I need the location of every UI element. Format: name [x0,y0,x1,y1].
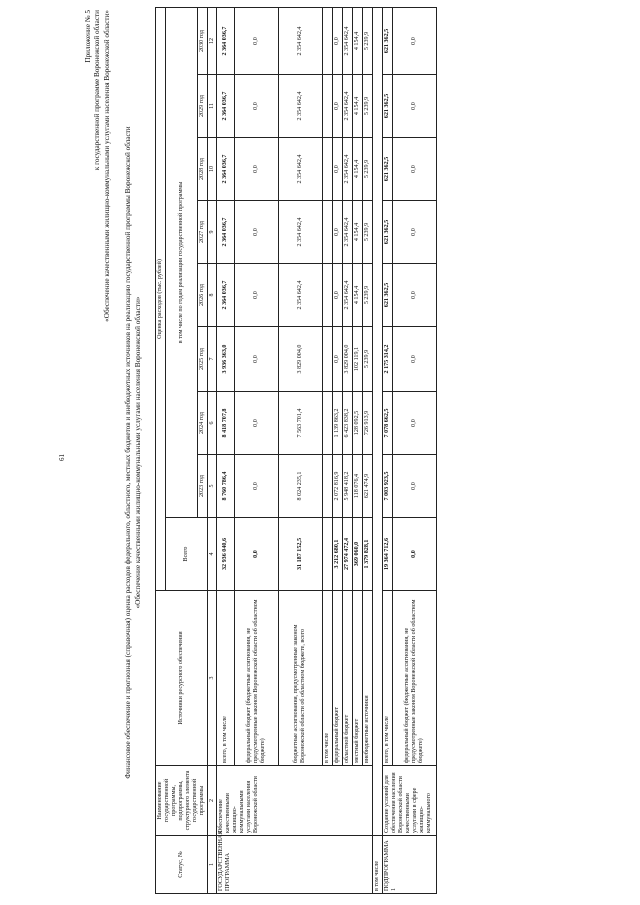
value-cell: 1 139 863,2 [332,392,342,455]
value-cell: 5 239,9 [362,8,372,75]
value-cell: 8 024 235,1 [278,455,322,518]
value-cell: 0,0 [234,518,278,591]
value-cell [322,455,332,518]
source-cell: федеральный бюджет (бюджетные ассигнования, не предусмотренные законом Воронежской области об областном бюджете) [392,591,436,766]
program-status: ГОСУДАРСТВЕННАЯ ПРОГРАММА [216,836,372,894]
value-cell: 4 154,4 [352,201,362,264]
value-cell: 0,0 [234,392,278,455]
program-row [362,8,372,894]
program-row [352,8,362,894]
value-cell: 4 154,4 [352,8,362,75]
value-cell: 621 474,9 [362,455,372,518]
column-number: 1 [208,836,217,894]
header-estimate: Оценка расходов (тыс. рублей) [156,8,166,591]
value-cell: 118 076,4 [352,455,362,518]
in-that-number-label: в том числе [372,836,382,894]
value-cell: 3 212 680,1 [332,518,342,591]
value-cell: 0,0 [234,75,278,138]
source-cell: бюджетные ассигнования, предусмотренные законом Воронежской области об областном бюджете, всего [278,591,322,766]
value-cell: 2 354 642,4 [342,201,352,264]
value-cell: 128 092,5 [352,392,362,455]
value-cell: 5 239,9 [362,138,372,201]
source-cell: всего, в том числе [216,591,234,766]
appendix-line-2: к государственной программе Воронежской области [93,10,102,171]
value-cell: 0,0 [392,264,436,327]
source-cell: всего, в том числе [382,591,392,766]
value-cell [322,518,332,591]
value-cell: 0,0 [332,264,342,327]
value-cell: 7 003 923,5 [382,455,392,518]
value-cell: 2 354 642,4 [342,138,352,201]
value-cell: 2 354 642,4 [278,75,322,138]
program-row [234,8,278,894]
header-year: 2023 год [198,455,208,518]
source-cell: в том числе [322,591,332,766]
value-cell: 726 913,9 [362,392,372,455]
value-cell: 5 239,9 [362,264,372,327]
value-cell: 0,0 [234,201,278,264]
value-cell: 7 078 662,5 [382,392,392,455]
value-cell: 3 829 004,0 [278,327,322,392]
value-cell: 2 364 036,7 [216,138,234,201]
value-cell: 369 060,0 [352,518,362,591]
value-cell: 8 418 707,8 [216,392,234,455]
program-row [342,8,352,894]
source-cell: федеральный бюджет (бюджетные ассигнования, не предусмотренные законом Воронежской области об областном бюджете) [234,591,278,766]
value-cell [322,201,332,264]
value-cell [322,8,332,75]
value-cell: 621 362,5 [382,75,392,138]
value-cell: 5 948 418,2 [342,455,352,518]
document-title [123,0,144,905]
value-cell: 2 364 036,7 [216,264,234,327]
value-cell: 0,0 [234,327,278,392]
source-cell: федеральный бюджет [332,591,342,766]
page-number: 61 [58,454,66,461]
column-number: 3 [208,591,217,766]
header-source: Источники ресурсного обеспечения [156,591,208,766]
program-name: Обеспечение качественными жилищно-коммунальными услугами населения Воронежской области [216,766,372,836]
value-cell: 5 239,9 [362,327,372,392]
value-cell: 621 362,5 [382,201,392,264]
appendix-line-1: Приложение № 5 [84,10,92,63]
column-number: 12 [208,8,217,75]
program-row [278,8,322,894]
value-cell: 0,0 [392,455,436,518]
value-cell: 0,0 [332,201,342,264]
value-cell: 7 563 701,4 [278,392,322,455]
header-year: 2029 год [198,75,208,138]
value-cell: 0,0 [332,327,342,392]
source-cell: областной бюджет [342,591,352,766]
value-cell: 0,0 [332,75,342,138]
value-cell: 2 354 642,4 [278,201,322,264]
value-cell: 0,0 [392,518,436,591]
column-number: 8 [208,264,217,327]
header-total: Всего [166,518,208,591]
value-cell: 4 154,4 [352,75,362,138]
value-cell: 3 936 363,0 [216,327,234,392]
column-number: 6 [208,392,217,455]
subprogram-name: Создание условий для обеспечения населения Воронежской области качественными услугами в сфере жилищно-коммунального [382,766,436,836]
header-by-years: в том числе по годам реализации государственной программы [166,8,198,518]
value-cell: 0,0 [234,455,278,518]
appendix-line-3: «Обеспечение качественными жилищно-коммунальными услугами населения Воронежской области» [102,10,111,322]
column-number: 2 [208,766,217,836]
appendix-header [84,10,112,430]
value-cell: 2 072 816,9 [332,455,342,518]
value-cell: 0,0 [392,201,436,264]
header-status: Статус, № [156,836,208,894]
value-cell: 2 354 642,4 [278,138,322,201]
column-number: 5 [208,455,217,518]
value-cell: 621 362,5 [382,138,392,201]
value-cell: 2 175 314,2 [382,327,392,392]
value-cell: 2 354 642,4 [278,264,322,327]
column-number: 4 [208,518,217,591]
header-year: 2025 год [198,327,208,392]
program-row [332,8,342,894]
value-cell: 32 936 040,6 [216,518,234,591]
value-cell: 2 354 642,4 [278,8,322,75]
value-cell [322,264,332,327]
value-cell: 6 423 838,2 [342,392,352,455]
column-number: 11 [208,75,217,138]
value-cell: 621 362,5 [382,264,392,327]
value-cell: 4 154,4 [352,264,362,327]
column-number: 10 [208,138,217,201]
value-cell: 4 154,4 [352,138,362,201]
value-cell: 0,0 [332,8,342,75]
value-cell: 0,0 [234,138,278,201]
separator-row [372,8,382,894]
value-cell: 5 239,9 [362,201,372,264]
value-cell: 0,0 [392,75,436,138]
program-row [216,8,234,894]
value-cell: 0,0 [234,8,278,75]
value-cell: 0,0 [332,138,342,201]
program-row [322,8,332,894]
value-cell: 19 364 712,6 [382,518,392,591]
value-cell: 102 119,1 [352,327,362,392]
value-cell: 2 364 036,7 [216,8,234,75]
value-cell: 1 379 828,1 [362,518,372,591]
value-cell: 0,0 [392,138,436,201]
header-year: 2026 год [198,264,208,327]
value-cell: 2 354 642,4 [342,8,352,75]
value-cell: 0,0 [392,8,436,75]
value-cell: 2 354 642,4 [342,264,352,327]
value-cell: 0,0 [392,327,436,392]
header-year: 2024 год [198,392,208,455]
value-cell: 0,0 [234,264,278,327]
header-name: Наименование государственной программы, подпрограммы, структурного элемента государственной программы [156,766,208,836]
value-cell: 2 364 036,7 [216,201,234,264]
value-cell: 621 362,5 [382,8,392,75]
value-cell: 2 364 036,7 [216,75,234,138]
subprogram-row [382,8,392,894]
value-cell [322,75,332,138]
value-cell: 8 760 786,4 [216,455,234,518]
column-number: 7 [208,327,217,392]
value-cell: 27 974 472,4 [342,518,352,591]
subprogram-status: ПОДПРОГРАММА 1 [382,836,436,894]
value-cell: 3 829 004,0 [342,327,352,392]
value-cell: 31 187 152,5 [278,518,322,591]
header-year: 2027 год [198,201,208,264]
header-year: 2030 год [198,8,208,75]
separator-empty [372,8,382,836]
column-number: 9 [208,201,217,264]
source-cell: внебюджетные источники [362,591,372,766]
value-cell: 5 239,9 [362,75,372,138]
subprogram-row [392,8,436,894]
financing-table [155,7,437,894]
value-cell [322,392,332,455]
header-year: 2028 год [198,138,208,201]
title-line-1: Финансовое обеспечение и прогнозная (справочная) оценка расходов федерального, областного, местных бюджетов и внебюджетных источников на реализацию государственной программы Воронежской области [124,126,132,779]
value-cell [322,327,332,392]
title-line-2: «Обеспечение качественными жилищно-коммунальными услугами населения Воронежской области» [134,296,143,609]
value-cell: 2 354 642,4 [342,75,352,138]
source-cell: местный бюджет [352,591,362,766]
value-cell: 0,0 [392,392,436,455]
value-cell [322,138,332,201]
